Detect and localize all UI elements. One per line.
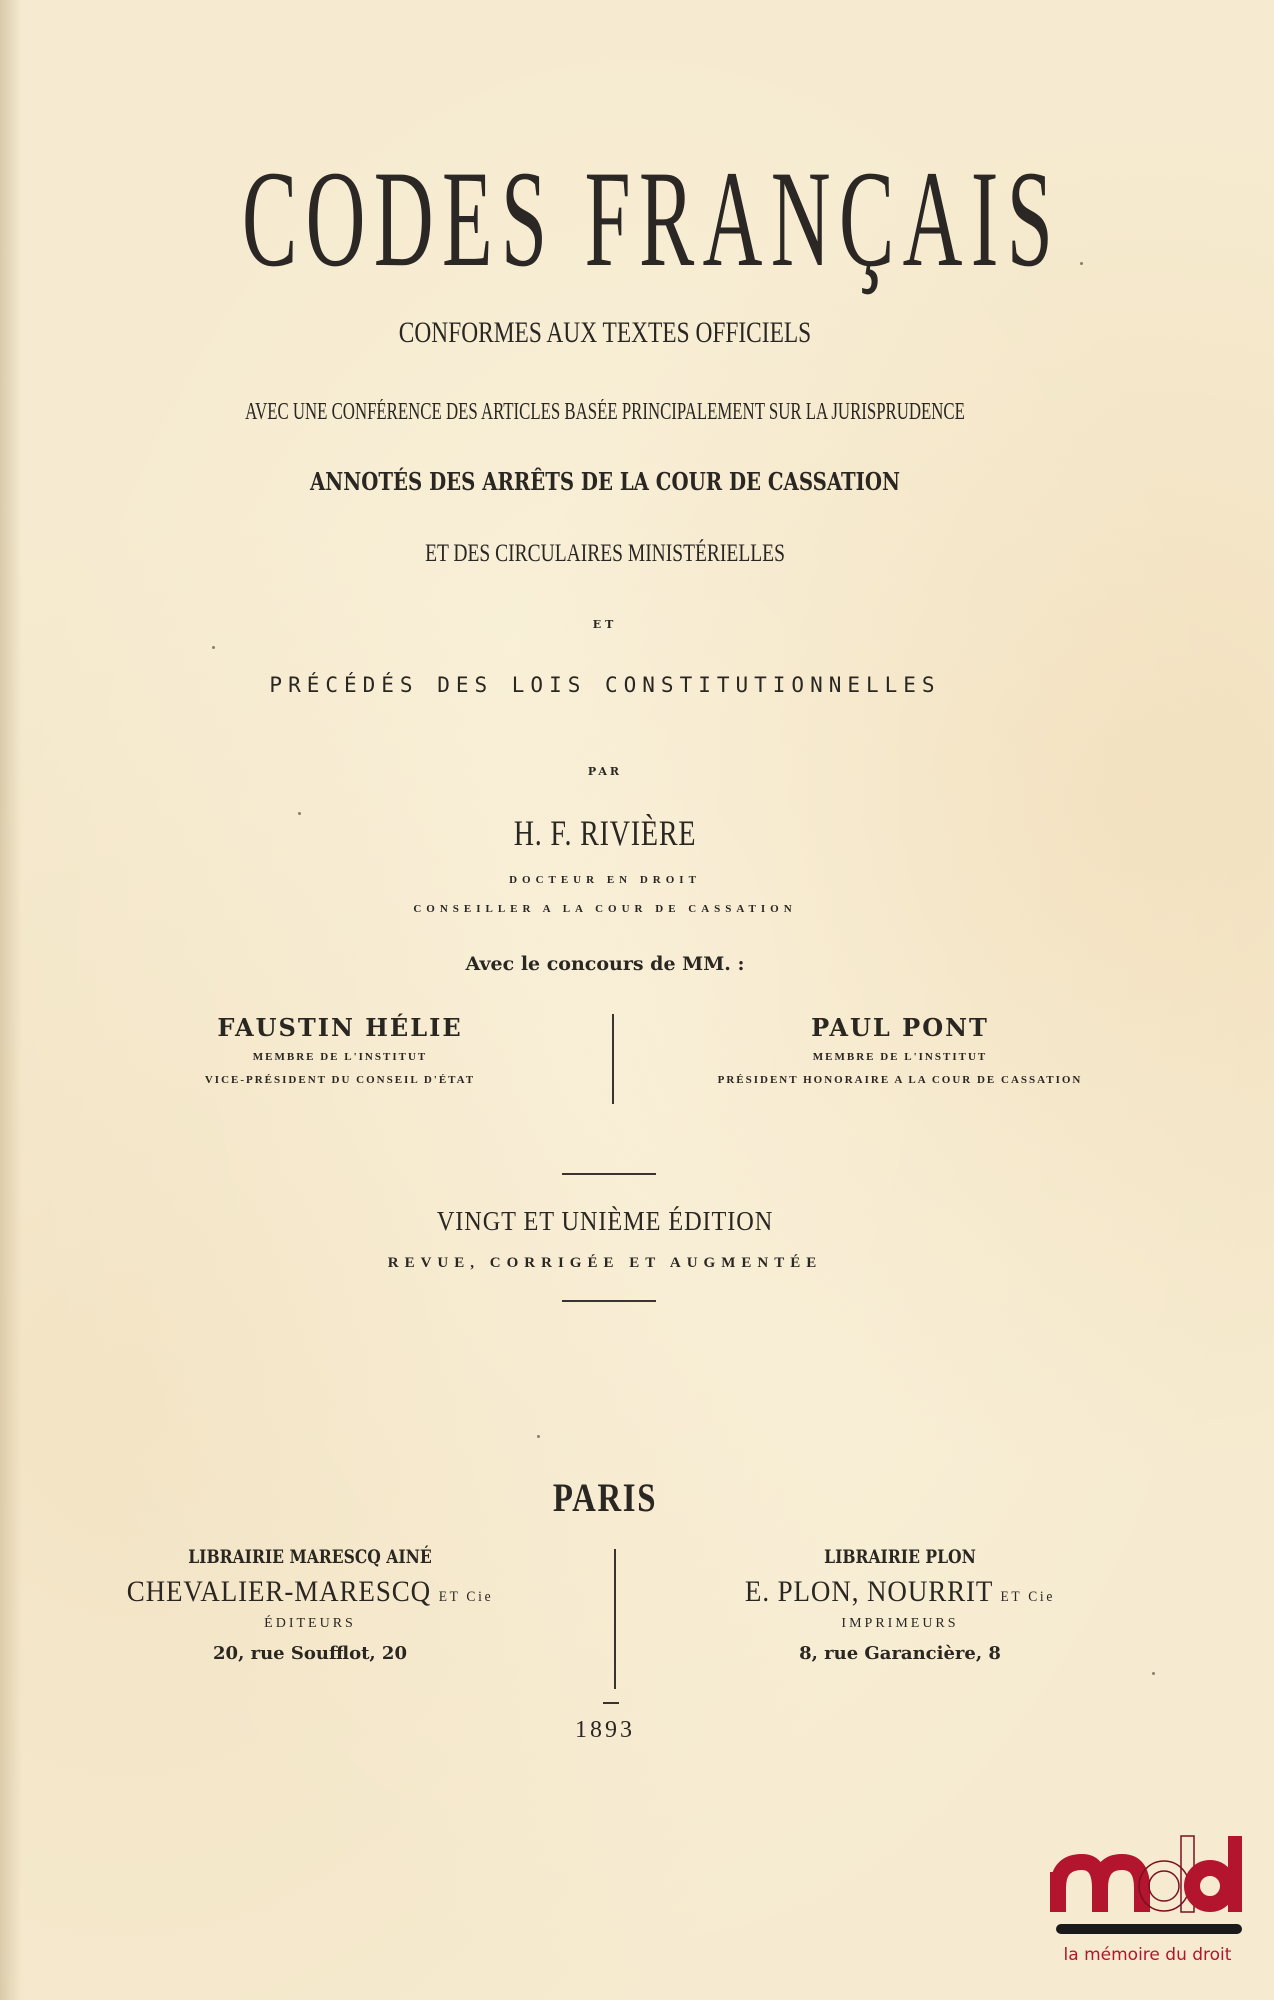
paper-speck bbox=[1152, 1672, 1155, 1675]
collaborator-title: PRÉSIDENT HONORAIRE A LA COUR DE CASSATION bbox=[717, 1074, 1083, 1086]
edition: VINGT ET UNIÈME ÉDITION bbox=[436, 1206, 774, 1236]
book-title: CODES FRANÇAIS bbox=[242, 142, 1062, 295]
subtitle-line-1: CONFORMES AUX TEXTES OFFICIELS bbox=[398, 316, 812, 349]
collaborator-1 bbox=[60, 1013, 620, 1086]
publisher-role: ÉDITEURS bbox=[264, 1616, 356, 1631]
column-divider bbox=[612, 1014, 614, 1104]
publisher-divider bbox=[614, 1549, 616, 1689]
edition-note: REVUE, CORRIGÉE ET AUGMENTÉE bbox=[387, 1255, 823, 1271]
logo-tagline: la mémoire du droit bbox=[1063, 1945, 1232, 1965]
publisher-address: 8, rue Garancière, 8 bbox=[799, 1643, 1001, 1664]
publisher-firm: CHEVALIER-MARESCQ ET Cie bbox=[126, 1575, 494, 1608]
rule-bottom bbox=[562, 1300, 656, 1302]
paper-speck bbox=[298, 812, 301, 815]
publisher-firm: E. PLON, NOURRIT ET Cie bbox=[744, 1575, 1056, 1608]
publisher-house: LIBRAIRIE MARESCQ AINÉ bbox=[188, 1546, 432, 1568]
collaborator-title: VICE-PRÉSIDENT DU CONSEIL D'ÉTAT bbox=[204, 1074, 476, 1086]
collaborator-title: MEMBRE DE L'INSTITUT bbox=[812, 1051, 988, 1063]
author-title-2: CONSEILLER A LA COUR DE CASSATION bbox=[413, 903, 797, 915]
collaborator-name: PAUL PONT bbox=[811, 1013, 989, 1042]
subtitle-line-3: ANNOTÉS DES ARRÊTS DE LA COUR DE CASSATION bbox=[310, 467, 900, 496]
publisher-1 bbox=[60, 1548, 560, 1663]
collaborator-title: MEMBRE DE L'INSTITUT bbox=[252, 1051, 428, 1063]
city: PARIS bbox=[552, 1475, 658, 1520]
paper-speck bbox=[1080, 262, 1083, 265]
subtitle-line-4: ET DES CIRCULAIRES MINISTÉRIELLES bbox=[425, 540, 785, 567]
preceded-by: PRÉCÉDÉS DES LOIS CONSTITUTIONNELLES bbox=[269, 673, 941, 697]
year-dash bbox=[603, 1702, 619, 1704]
publisher-2 bbox=[640, 1548, 1160, 1663]
publication-year: 1893 bbox=[575, 1717, 635, 1743]
publisher-house: LIBRAIRIE PLON bbox=[824, 1546, 976, 1568]
publisher-role: IMPRIMEURS bbox=[841, 1616, 959, 1631]
collaborator-2 bbox=[625, 1013, 1175, 1086]
rule-top bbox=[562, 1173, 656, 1175]
author-name: H. F. RIVIÈRE bbox=[513, 813, 697, 853]
conjunction: ET bbox=[592, 618, 618, 631]
paper-speck bbox=[212, 646, 215, 649]
subtitle-line-2: AVEC UNE CONFÉRENCE DES ARTICLES BASÉE PRINCIPALEMENT SUR LA JURISPRUDENCE bbox=[245, 399, 965, 425]
collaborator-name: FAUSTIN HÉLIE bbox=[217, 1013, 463, 1042]
publisher-address: 20, rue Soufflot, 20 bbox=[213, 1643, 407, 1664]
logo-bar bbox=[1056, 1924, 1242, 1934]
paper-speck bbox=[537, 1435, 540, 1438]
author-title-1: DOCTEUR EN DROIT bbox=[509, 874, 701, 886]
by-label: PAR bbox=[587, 765, 623, 778]
collaboration-label: Avec le concours de MM. : bbox=[465, 953, 745, 975]
